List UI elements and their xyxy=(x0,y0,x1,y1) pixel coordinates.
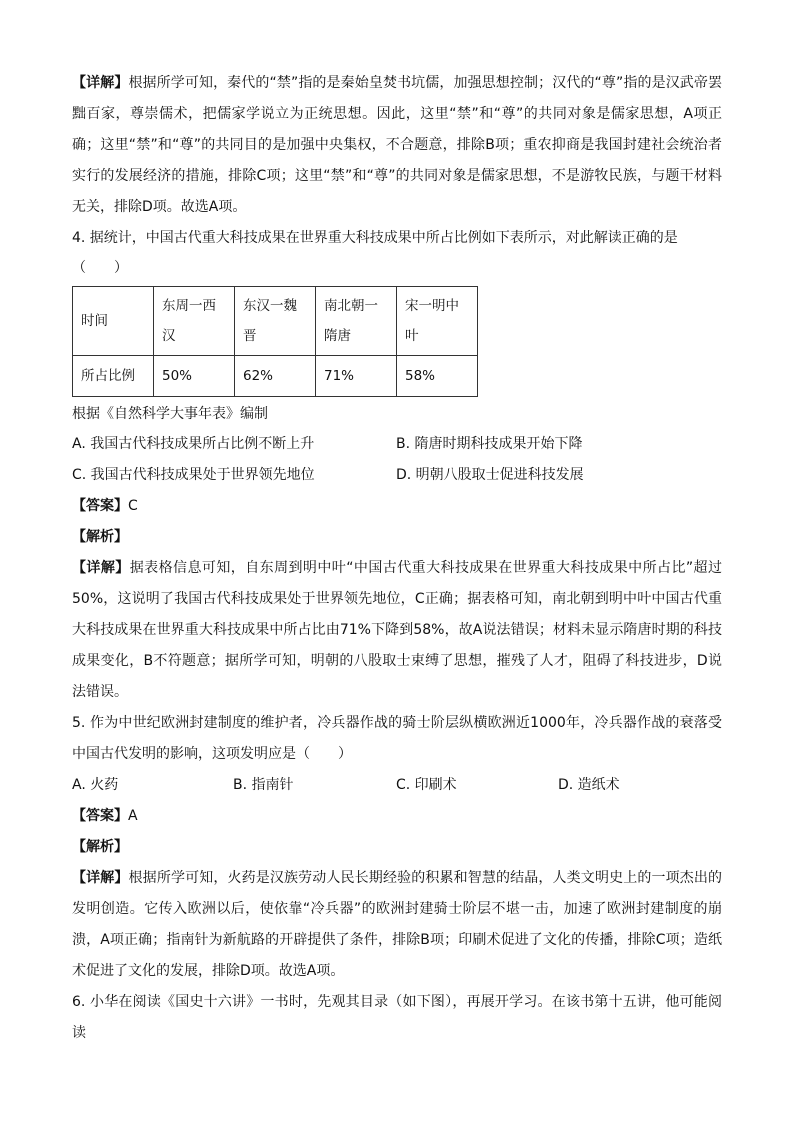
q4-option-c: C. 我国古代科技成果处于世界领先地位 xyxy=(72,467,315,483)
q5-stem: 5. 作为中世纪欧洲封建制度的维护者，冷兵器作战的骑士阶层纵横欧洲近1000年，冷兵器作战的衰落受中国古代发明的影响，这项发明应是（ ） xyxy=(72,715,722,762)
table-cell-period-4: 宋一明中叶 xyxy=(397,287,478,356)
table-cell-value-2: 62% xyxy=(235,356,316,397)
table-cell-period-1: 东周一西汉 xyxy=(154,287,235,356)
q4-option-a: A. 我国古代科技成果所占比例不断上升 xyxy=(72,436,315,452)
q4-explain-label: 【详解】 xyxy=(72,560,130,576)
table-cell-period-3: 南北朝一隋唐 xyxy=(316,287,397,356)
q5-option-b: B. 指南针 xyxy=(233,777,294,793)
q4-option-d: D. 明朝八股取士促进科技发展 xyxy=(396,467,584,483)
q5-answer-value: A xyxy=(128,808,138,824)
q5-option-d: D. 造纸术 xyxy=(558,777,620,793)
q4-explain-text: 据表格信息可知，自东周到明中叶“中国古代重大科技成果在世界重大科技成果中所占比”超过50%，这说明了我国古代科技成果处于世界领先地位，C正确；据表格可知，南北朝到明中叶中国古代重大科技成果在世界重大科技成果中所占比由71%下降到58%，故A说法错误；材料未显示隋唐时期的科技成果变化，B不符题意；据所学可知，明朝的八股取士束缚了思想，摧残了人才，阻碍了科技进步，D说法错误。 xyxy=(72,560,722,700)
q5-explanation xyxy=(72,863,722,987)
q5-option-a: A. 火药 xyxy=(72,777,119,793)
document-page xyxy=(72,68,722,1049)
q4-answer xyxy=(72,491,722,522)
q3-explanation xyxy=(72,68,722,223)
q4-answer-paren: （ ） xyxy=(72,260,128,276)
q4-table-source: 根据《自然科学大事年表》编制 xyxy=(72,406,268,422)
q5-explain-text: 根据所学可知，火药是汉族劳动人民长期经验的积累和智慧的结晶，人类文明史上的一项杰出的发明创造。它传入欧洲以后，使依靠“冷兵器”的欧洲封建骑士阶层不堪一击，加速了欧洲封建制度的崩溃，A项正确；指南针为新航路的开辟提供了条件，排除B项；印刷术促进了文化的传播，排除C项；造纸术促进了文化的发展，排除D项。故选A项。 xyxy=(72,870,723,979)
q4-answer-label: 【答案】 xyxy=(72,498,128,514)
q5-answer xyxy=(72,801,722,832)
q4-options-row-1 xyxy=(72,429,722,460)
q6-stem: 6. 小华在阅读《国史十六讲》一书时，先观其目录（如下图），再展开学习。在该书第十五讲，他可能阅读 xyxy=(72,994,722,1041)
q3-explain-text: 根据所学可知，秦代的“禁”指的是秦始皇焚书坑儒，加强思想控制；汉代的“尊”指的是汉武帝罢黜百家，尊崇儒术，把儒家学说立为正统思想。因此，这里“禁”和“尊”的共同对象是儒家思想，A项正确；这里“禁”和“尊”的共同目的是加强中央集权，不合题意，排除B项；重农抑商是我国封建社会统治者实行的发展经济的措施，排除C项；这里“禁”和“尊”的共同对象是儒家思想，不是游牧民族，与题干材料无关，排除D项。故选A项。 xyxy=(72,75,723,215)
q3-explain-label: 【详解】 xyxy=(72,75,129,91)
q4-answer-value: C xyxy=(128,498,138,514)
q4-explanation xyxy=(72,553,722,708)
q4-data-table xyxy=(72,286,478,397)
q5-option-c: C. 印刷术 xyxy=(396,777,457,793)
table-row-header xyxy=(73,287,478,356)
table-cell-value-1: 50% xyxy=(154,356,235,397)
q5-options-row xyxy=(72,770,722,801)
table-cell-period-2: 东汉一魏晋 xyxy=(235,287,316,356)
q5-answer-label: 【答案】 xyxy=(72,808,128,824)
q5-analysis-label: 【解析】 xyxy=(72,839,128,855)
q4-analysis-label: 【解析】 xyxy=(72,529,128,545)
table-cell-time-label: 时间 xyxy=(73,287,154,356)
table-row-values xyxy=(73,356,478,397)
table-cell-ratio-label: 所占比例 xyxy=(73,356,154,397)
q4-stem: 4. 据统计，中国古代重大科技成果在世界重大科技成果中所占比例如下表所示，对此解读正确的是 xyxy=(72,230,678,246)
table-cell-value-3: 71% xyxy=(316,356,397,397)
q5-explain-label: 【详解】 xyxy=(72,870,129,886)
q4-option-b: B. 隋唐时期科技成果开始下降 xyxy=(396,436,583,452)
table-cell-value-4: 58% xyxy=(397,356,478,397)
q4-options-row-2 xyxy=(72,460,722,491)
